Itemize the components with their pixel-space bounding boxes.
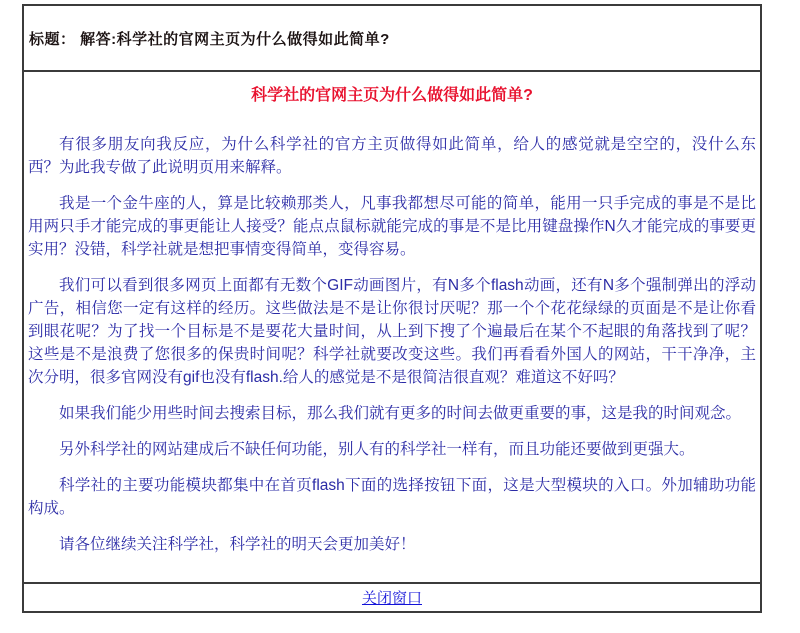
- paragraph-gif-flash: 我们可以看到很多网页上面都有无数个GIF动画图片，有N多个flash动画，还有N多个强制弹出的浮动广告，相信您一定有这样的经历。这些做法是不是让你很讨厌呢？那一个个花花绿绿的页面是不是让你看到眼花呢？为了找一个目标是不是要花大量时间，从上到下搜了个遍最后在某个不起眼的角落找到了呢？这些是不是浪费了您很多的保贵时间呢？科学社就要改变这些。我们再看看外国人的网站，干干净净，主次分明，很多官网没有gif也没有flash.给人的感觉是不是很简洁很直观？难道这不好吗？: [28, 277, 756, 386]
- article-heading: 科学社的官网主页为什么做得如此简单?: [251, 87, 533, 104]
- title-bar: [24, 6, 760, 72]
- article-content: [24, 72, 760, 582]
- paragraph-modules: 科学社的主要功能模块都集中在首页flash下面的选择按钮下面，这是大型模块的入口。外加辅助功能构成。: [28, 477, 756, 517]
- paragraph-time-concept: 如果我们能少用些时间去搜索目标，那么我们就有更多的时间去做更重要的事，这是我的时间观念。: [59, 405, 742, 422]
- article-window: [22, 4, 762, 613]
- paragraph-intro: 有很多朋友向我反应，为什么科学社的官方主页做得如此简单，给人的感觉就是空空的，没什么东西？为此我专做了此说明页用来解释。: [28, 136, 756, 176]
- footer-bar: [24, 582, 760, 611]
- window-title: 标题： 解答:科学社的官网主页为什么做得如此简单?: [29, 30, 390, 48]
- paragraph-features: 另外科学社的网站建成后不缺任何功能，别人有的科学社一样有，而且功能还要做到更强大。: [59, 441, 695, 458]
- paragraph-closing: 请各位继续关注科学社，科学社的明天会更加美好！: [59, 536, 416, 553]
- close-window-link[interactable]: 关闭窗口: [361, 590, 422, 607]
- paragraph-taurus: 我是一个金牛座的人，算是比较赖那类人，凡事我都想尽可能的简单，能用一只手完成的事是不是比用两只手才能完成的事更能让人接受？能点点鼠标就能完成的事是不是比用键盘操作N久才能完成的事要更实用？没错，科学社就是想把事情变得简单，变得容易。: [28, 195, 756, 258]
